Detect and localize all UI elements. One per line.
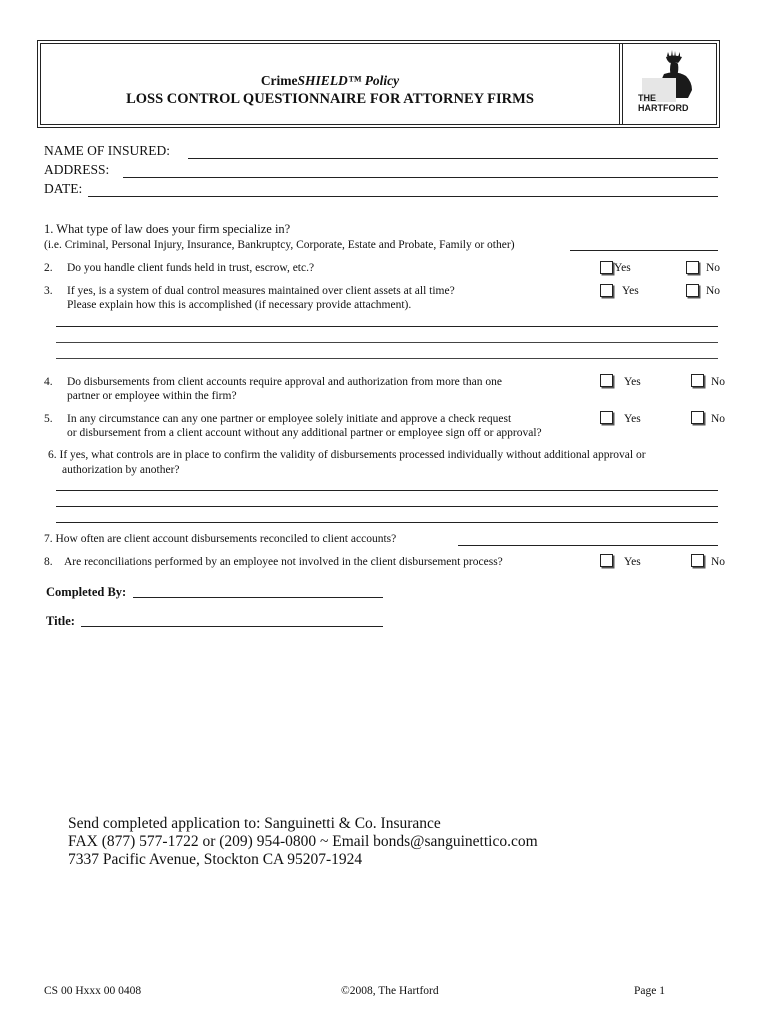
question-6-continued: authorization by another? <box>62 464 180 476</box>
question-2-no-label: No <box>706 262 721 274</box>
question-6-answer-line-1[interactable] <box>56 490 718 491</box>
title-label: Title: <box>46 614 75 628</box>
question-3-answer-line-3[interactable] <box>56 358 718 359</box>
address-label: ADDRESS: <box>44 162 110 177</box>
svg-text:HARTFORD: HARTFORD <box>638 103 689 113</box>
question-7: 7. How often are client account disbursements reconciled to client accounts? <box>44 533 397 545</box>
question-4-yes-checkbox[interactable] <box>600 374 613 387</box>
header-divider <box>619 43 620 125</box>
question-4-no-label: No <box>711 376 726 388</box>
question-8-number: 8. <box>44 556 53 568</box>
hartford-logo <box>628 48 714 122</box>
title-field[interactable] <box>81 626 383 627</box>
completed-by-label: Completed By: <box>46 585 127 599</box>
question-5-no-label: No <box>711 413 726 425</box>
question-5-continued: or disbursement from a client account without any additional partner or employee sign off or approval? <box>67 427 542 439</box>
question-8-no-label: No <box>711 556 726 568</box>
date-label: DATE: <box>44 181 83 196</box>
question-3: If yes, is a system of dual control measures maintained over client assets at all time? <box>67 285 455 297</box>
question-3-instructions: Please explain how this is accomplished (if necessary provide attachment). <box>67 299 412 311</box>
name-of-insured-field[interactable] <box>188 158 718 159</box>
question-3-no-checkbox[interactable] <box>686 284 699 297</box>
question-4-continued: partner or employee within the firm? <box>67 390 237 402</box>
page-number: Page 1 <box>634 985 665 997</box>
address-field[interactable] <box>123 177 718 178</box>
question-3-no-label: No <box>706 285 721 297</box>
question-3-yes-label: Yes <box>622 285 639 297</box>
header-divider-inner <box>622 43 623 125</box>
question-1-examples: (i.e. Criminal, Personal Injury, Insurance, Bankruptcy, Corporate, Estate and Probate, Family or other) <box>44 239 515 251</box>
question-8: Are reconciliations performed by an employee not involved in the client disbursement process? <box>64 556 503 568</box>
question-5-yes-checkbox[interactable] <box>600 411 613 424</box>
question-5-yes-label: Yes <box>624 413 641 425</box>
svg-text:THE: THE <box>638 93 656 103</box>
question-4: Do disbursements from client accounts require approval and authorization from more than one <box>67 376 502 388</box>
question-3-yes-checkbox[interactable] <box>600 284 613 297</box>
question-3-answer-line-2[interactable] <box>56 342 718 343</box>
send-to-line: Send completed application to: Sanguinetti & Co. Insurance <box>68 815 441 832</box>
form-code: CS 00 Hxxx 00 0408 <box>44 985 142 997</box>
question-2-number: 2. <box>44 262 53 274</box>
date-field[interactable] <box>88 196 718 197</box>
question-2-no-checkbox[interactable] <box>686 261 699 274</box>
question-4-no-checkbox[interactable] <box>691 374 704 387</box>
question-2: Do you handle client funds held in trust, escrow, etc.? <box>67 262 315 274</box>
question-4-yes-label: Yes <box>624 376 641 388</box>
question-7-answer-field[interactable] <box>458 545 718 546</box>
address-line: 7337 Pacific Avenue, Stockton CA 95207-1924 <box>68 851 363 868</box>
page-title: LOSS CONTROL QUESTIONNAIRE FOR ATTORNEY FIRMS <box>126 91 534 107</box>
question-2-yes-label: Yes <box>614 262 631 274</box>
question-1: 1. What type of law does your firm specialize in? <box>44 222 291 236</box>
name-of-insured-label: NAME OF INSURED: <box>44 143 171 158</box>
question-8-no-checkbox[interactable] <box>691 554 704 567</box>
stag-icon <box>628 48 714 122</box>
question-3-answer-line-1[interactable] <box>56 326 718 327</box>
question-8-yes-label: Yes <box>624 556 641 568</box>
question-1-answer-field[interactable] <box>570 250 718 251</box>
question-6-answer-line-2[interactable] <box>56 506 718 507</box>
question-4-number: 4. <box>44 376 53 388</box>
question-5: In any circumstance can any one partner or employee solely initiate and approve a check request <box>67 413 512 425</box>
fax-email-line: FAX (877) 577-1722 or (209) 954-0800 ~ Email bonds@sanguinettico.com <box>68 833 538 850</box>
question-8-yes-checkbox[interactable] <box>600 554 613 567</box>
question-6: 6. If yes, what controls are in place to confirm the validity of disbursements processed individually without additional approval or <box>48 449 646 461</box>
completed-by-field[interactable] <box>133 597 383 598</box>
copyright: ©2008, The Hartford <box>341 985 439 997</box>
question-6-answer-line-3[interactable] <box>56 522 718 523</box>
question-5-number: 5. <box>44 413 53 425</box>
question-2-yes-checkbox[interactable] <box>600 261 613 274</box>
question-5-no-checkbox[interactable] <box>691 411 704 424</box>
policy-name: CrimeSHIELD™ Policy <box>260 73 400 88</box>
question-3-number: 3. <box>44 285 53 297</box>
